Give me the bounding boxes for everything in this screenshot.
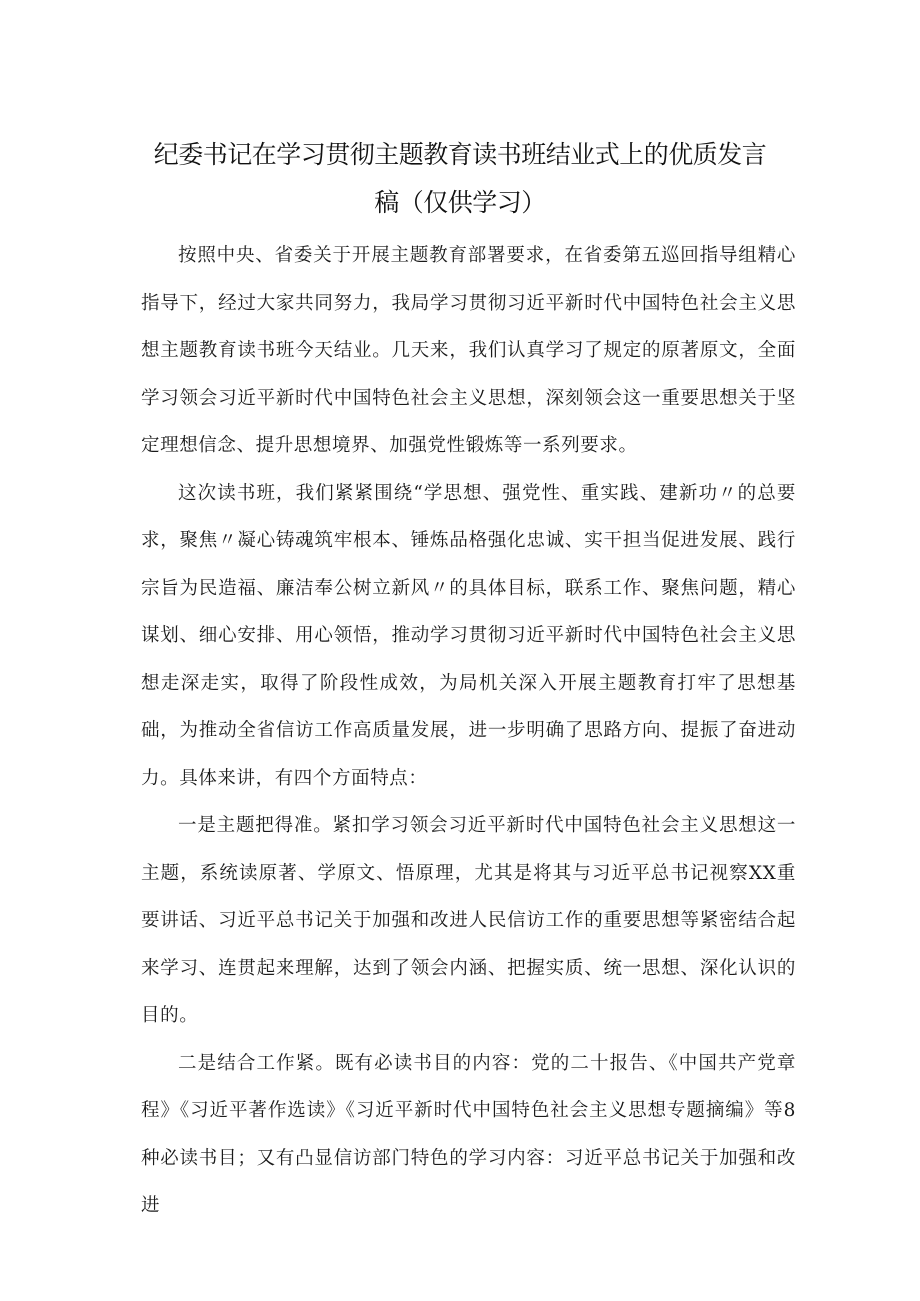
document-title-line-1: 纪委书记在学习贯彻主题教育读书班结业式上的优质发言	[153, 140, 767, 169]
paragraph-2: 这次读书班，我们紧紧围绕“学思想、强党性、重实践、建新功〃的总要求，聚焦〃凝心铸魂筑牢根本、锤炼品格强化忠诚、实干担当促进发展、践行宗旨为民造福、廉洁奉公树立新风〃的具体目标，联系工作、聚焦问题，精心谋划、细心安排、用心领悟，推动学习贯彻习近平新时代中国特色社会主义思想走深走实，取得了阶段性成效，为局机关深入开展主题教育打牢了思想基础，为推动全省信访工作高质量发展，进一步明确了思路方向、提振了奋进动力。具体来讲，有四个方面特点：	[141, 482, 796, 789]
paragraph-1: 按照中央、省委关于开展主题教育部署要求，在省委第五巡回指导组精心指导下，经过大家共同努力，我局学习贯彻习近平新时代中国特色社会主义思想主题教育读书班今天结业。几天来，我们认真学习了规定的原著原文，全面学习领会习近平新时代中国特色社会主义思想，深刻领会这一重要思想关于坚定理想信念、提升思想境界、加强党性锻炼等一系列要求。	[141, 245, 796, 456]
paragraph-3: 一是主题把得准。紧扣学习领会习近平新时代中国特色社会主义思想这一主题，系统读原著、学原文、悟原理，尤其是将其与习近平总书记视察XX重要讲话、习近平总书记关于加强和改进人民信访工作的重要思想等紧密结合起来学习、连贯起来理解，达到了领会内涵、把握实质、统一思想、深化认识的目的。	[141, 815, 796, 1026]
paragraph-4: 二是结合工作紧。既有必读书目的内容：党的二十报告、《中国共产党章程》《习近平著作选读》《习近平新时代中国特色社会主义思想专题摘编》等8种必读书目；又有凸显信访部门特色的学习内容：习近平总书记关于加强和改进	[141, 1052, 796, 1216]
document-body	[141, 232, 796, 1230]
document-title-line-2: 稿（仅供学习）	[374, 188, 546, 217]
